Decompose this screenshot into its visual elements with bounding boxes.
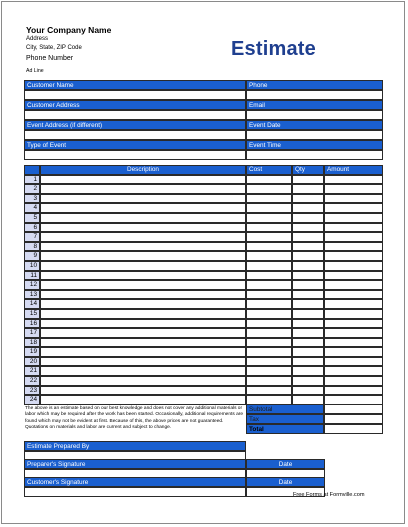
subtotal-label: Subtotal xyxy=(246,404,324,414)
subtotal-row xyxy=(246,404,383,414)
item-amount-cell[interactable] xyxy=(324,223,383,233)
info-label-row xyxy=(24,80,383,90)
table-row xyxy=(24,338,383,348)
item-amount-cell[interactable] xyxy=(324,290,383,300)
item-amount-cell[interactable] xyxy=(324,203,383,213)
item-qty-cell[interactable] xyxy=(292,203,324,213)
line-number: 3 xyxy=(24,194,40,204)
item-qty-cell[interactable] xyxy=(292,184,324,194)
event-time-field[interactable] xyxy=(246,150,383,160)
item-amount-cell[interactable] xyxy=(324,386,383,396)
item-cost-cell[interactable] xyxy=(246,280,292,290)
line-number: 20 xyxy=(24,357,40,367)
item-description-cell[interactable] xyxy=(40,347,246,357)
item-cost-cell[interactable] xyxy=(246,366,292,376)
item-amount-cell[interactable] xyxy=(324,347,383,357)
info-label-row xyxy=(24,100,383,110)
item-description-cell[interactable] xyxy=(40,366,246,376)
phone-field[interactable] xyxy=(246,90,383,100)
event-address-label: Event Address (if different) xyxy=(24,120,246,130)
item-amount-cell[interactable] xyxy=(324,357,383,367)
email-field[interactable] xyxy=(246,110,383,120)
line-number: 15 xyxy=(24,309,40,319)
item-amount-cell[interactable] xyxy=(324,242,383,252)
prepared-by-label: Estimate Prepared By xyxy=(24,441,246,451)
customer-name-field[interactable] xyxy=(24,90,246,100)
item-cost-cell[interactable] xyxy=(246,213,292,223)
tax-value[interactable] xyxy=(324,414,383,424)
line-number: 17 xyxy=(24,328,40,338)
line-number: 7 xyxy=(24,232,40,242)
item-qty-cell[interactable] xyxy=(292,242,324,252)
total-value[interactable] xyxy=(324,424,383,434)
item-qty-cell[interactable] xyxy=(292,309,324,319)
item-cost-cell[interactable] xyxy=(246,184,292,194)
description-header: Description xyxy=(40,165,246,175)
table-row xyxy=(24,261,383,271)
line-number: 4 xyxy=(24,203,40,213)
line-number: 12 xyxy=(24,280,40,290)
customer-signature-block xyxy=(24,477,325,497)
item-qty-cell[interactable] xyxy=(292,299,324,309)
company-phone: Phone Number xyxy=(26,55,74,62)
item-amount-cell[interactable] xyxy=(324,338,383,348)
item-description-cell[interactable] xyxy=(40,242,246,252)
item-description-cell[interactable] xyxy=(40,280,246,290)
document-title: Estimate xyxy=(231,38,316,60)
item-qty-cell[interactable] xyxy=(292,261,324,271)
item-cost-cell[interactable] xyxy=(246,261,292,271)
item-amount-cell[interactable] xyxy=(324,366,383,376)
email-label: Email xyxy=(246,100,383,110)
table-row xyxy=(24,184,383,194)
customer-address-field[interactable] xyxy=(24,110,246,120)
table-row xyxy=(24,213,383,223)
line-number: 11 xyxy=(24,271,40,281)
item-qty-cell[interactable] xyxy=(292,280,324,290)
item-cost-cell[interactable] xyxy=(246,194,292,204)
table-row xyxy=(24,328,383,338)
prepared-by-block xyxy=(24,441,325,461)
totals-block xyxy=(246,404,383,434)
event-time-label: Event Time xyxy=(246,140,383,150)
item-qty-cell[interactable] xyxy=(292,319,324,329)
line-number: 6 xyxy=(24,223,40,233)
item-cost-cell[interactable] xyxy=(246,290,292,300)
item-description-cell[interactable] xyxy=(40,290,246,300)
footer-credit: Free Forms at Formville.com xyxy=(293,492,365,498)
table-row xyxy=(24,376,383,386)
item-description-cell[interactable] xyxy=(40,395,246,405)
customer-info-block xyxy=(24,80,383,160)
total-label: Total xyxy=(246,424,324,434)
item-amount-cell[interactable] xyxy=(324,175,383,185)
item-qty-cell[interactable] xyxy=(292,357,324,367)
item-qty-cell[interactable] xyxy=(292,223,324,233)
item-qty-cell[interactable] xyxy=(292,290,324,300)
table-row xyxy=(24,280,383,290)
customer-signature-label-row xyxy=(24,477,325,487)
item-cost-cell[interactable] xyxy=(246,271,292,281)
preparer-signature-label-row xyxy=(24,459,325,469)
subtotal-value[interactable] xyxy=(324,404,383,414)
line-number: 8 xyxy=(24,242,40,252)
item-qty-cell[interactable] xyxy=(292,386,324,396)
line-number: 5 xyxy=(24,213,40,223)
prepared-by-label-row xyxy=(24,441,325,451)
item-qty-cell[interactable] xyxy=(292,376,324,386)
item-qty-cell[interactable] xyxy=(292,347,324,357)
item-cost-cell[interactable] xyxy=(246,347,292,357)
tax-row xyxy=(246,414,383,424)
line-number: 21 xyxy=(24,366,40,376)
company-ad-line: Ad Line xyxy=(26,68,44,74)
line-number: 2 xyxy=(24,184,40,194)
item-cost-cell[interactable] xyxy=(246,223,292,233)
company-city-line: City, State, ZIP Code xyxy=(26,45,82,51)
line-items-table xyxy=(24,165,383,405)
item-amount-cell[interactable] xyxy=(324,232,383,242)
item-qty-cell[interactable] xyxy=(292,338,324,348)
type-of-event-field[interactable] xyxy=(24,150,246,160)
item-qty-cell[interactable] xyxy=(292,213,324,223)
total-row xyxy=(246,424,383,434)
info-label-row xyxy=(24,120,383,130)
row-number-header xyxy=(24,165,40,175)
info-input-row xyxy=(24,130,383,140)
item-description-cell[interactable] xyxy=(40,309,246,319)
line-number: 22 xyxy=(24,376,40,386)
event-address-field[interactable] xyxy=(24,130,246,140)
info-input-row xyxy=(24,150,383,160)
item-cost-cell[interactable] xyxy=(246,357,292,367)
item-cost-cell[interactable] xyxy=(246,242,292,252)
item-qty-cell[interactable] xyxy=(292,251,324,261)
item-description-cell[interactable] xyxy=(40,357,246,367)
item-qty-cell[interactable] xyxy=(292,328,324,338)
event-date-label: Event Date xyxy=(246,120,383,130)
table-row xyxy=(24,386,383,396)
customer-name-label: Customer Name xyxy=(24,80,246,90)
item-description-cell[interactable] xyxy=(40,213,246,223)
tax-label: Tax xyxy=(246,414,324,424)
item-cost-cell[interactable] xyxy=(246,376,292,386)
item-description-cell[interactable] xyxy=(40,299,246,309)
info-label-row xyxy=(24,140,383,150)
qty-header: Qty xyxy=(292,165,324,175)
item-description-cell[interactable] xyxy=(40,376,246,386)
line-number: 16 xyxy=(24,319,40,329)
item-qty-cell[interactable] xyxy=(292,232,324,242)
table-row xyxy=(24,299,383,309)
table-row xyxy=(24,319,383,329)
item-cost-cell[interactable] xyxy=(246,232,292,242)
item-description-cell[interactable] xyxy=(40,328,246,338)
table-row xyxy=(24,223,383,233)
table-row xyxy=(24,175,383,185)
item-cost-cell[interactable] xyxy=(246,319,292,329)
table-row xyxy=(24,347,383,357)
customer-signature-input-row xyxy=(24,487,325,497)
item-amount-cell[interactable] xyxy=(324,280,383,290)
item-cost-cell[interactable] xyxy=(246,386,292,396)
line-number: 10 xyxy=(24,261,40,271)
customer-signature-label: Customer's Signature xyxy=(24,477,246,487)
item-qty-cell[interactable] xyxy=(292,175,324,185)
item-amount-cell[interactable] xyxy=(324,184,383,194)
item-cost-cell[interactable] xyxy=(246,203,292,213)
line-items-header xyxy=(24,165,383,175)
type-of-event-label: Type of Event xyxy=(24,140,246,150)
table-row xyxy=(24,194,383,204)
item-amount-cell[interactable] xyxy=(324,271,383,281)
line-number: 18 xyxy=(24,338,40,348)
table-row xyxy=(24,366,383,376)
table-row xyxy=(24,357,383,367)
line-number: 13 xyxy=(24,290,40,300)
item-amount-cell[interactable] xyxy=(324,194,383,204)
item-description-cell[interactable] xyxy=(40,386,246,396)
item-amount-cell[interactable] xyxy=(324,376,383,386)
item-amount-cell[interactable] xyxy=(324,309,383,319)
table-row xyxy=(24,251,383,261)
item-qty-cell[interactable] xyxy=(292,271,324,281)
item-amount-cell[interactable] xyxy=(324,299,383,309)
table-row xyxy=(24,271,383,281)
preparer-signature-label: Preparer's Signature xyxy=(24,459,246,469)
item-qty-cell[interactable] xyxy=(292,366,324,376)
item-cost-cell[interactable] xyxy=(246,299,292,309)
table-row xyxy=(24,232,383,242)
item-description-cell[interactable] xyxy=(40,184,246,194)
cost-header: Cost xyxy=(246,165,292,175)
item-description-cell[interactable] xyxy=(40,232,246,242)
line-number: 19 xyxy=(24,347,40,357)
customer-date-label: Date xyxy=(246,477,325,487)
item-description-cell[interactable] xyxy=(40,251,246,261)
preparer-signature-block xyxy=(24,459,325,479)
table-row xyxy=(24,242,383,252)
item-description-cell[interactable] xyxy=(40,271,246,281)
item-description-cell[interactable] xyxy=(40,338,246,348)
item-description-cell[interactable] xyxy=(40,194,246,204)
item-cost-cell[interactable] xyxy=(246,251,292,261)
company-address: Address xyxy=(26,36,49,42)
item-description-cell[interactable] xyxy=(40,175,246,185)
line-number: 1 xyxy=(24,175,40,185)
item-amount-cell[interactable] xyxy=(324,251,383,261)
item-description-cell[interactable] xyxy=(40,203,246,213)
item-qty-cell[interactable] xyxy=(292,194,324,204)
amount-header: Amount xyxy=(324,165,383,175)
item-cost-cell[interactable] xyxy=(246,175,292,185)
customer-address-label: Customer Address xyxy=(24,100,246,110)
item-cost-cell[interactable] xyxy=(246,338,292,348)
line-number: 14 xyxy=(24,299,40,309)
item-description-cell[interactable] xyxy=(40,319,246,329)
info-input-row xyxy=(24,90,383,100)
item-cost-cell[interactable] xyxy=(246,328,292,338)
item-description-cell[interactable] xyxy=(40,223,246,233)
customer-signature-field[interactable] xyxy=(24,487,246,497)
line-number: 23 xyxy=(24,386,40,396)
table-row xyxy=(24,309,383,319)
line-number: 9 xyxy=(24,251,40,261)
item-amount-cell[interactable] xyxy=(324,261,383,271)
item-cost-cell[interactable] xyxy=(246,309,292,319)
company-name: Your Company Name xyxy=(26,25,112,35)
table-row xyxy=(24,290,383,300)
info-input-row xyxy=(24,110,383,120)
table-row xyxy=(24,203,383,213)
event-date-field[interactable] xyxy=(246,130,383,140)
estimate-disclaimer: The above is an estimate based on our best knowledge and does not cover any additional materials or labor which may be required after the work has been started. Occasionally, additional requirements are found which may not be evident at first. Because of this, the above prices are not guaranteed. Quotations on materials and labor are current and subject to change. xyxy=(25,406,244,430)
item-amount-cell[interactable] xyxy=(324,328,383,338)
preparer-date-label: Date xyxy=(246,459,325,469)
item-description-cell[interactable] xyxy=(40,261,246,271)
item-amount-cell[interactable] xyxy=(324,319,383,329)
line-number: 24 xyxy=(24,395,40,405)
item-amount-cell[interactable] xyxy=(324,213,383,223)
phone-label: Phone xyxy=(246,80,383,90)
